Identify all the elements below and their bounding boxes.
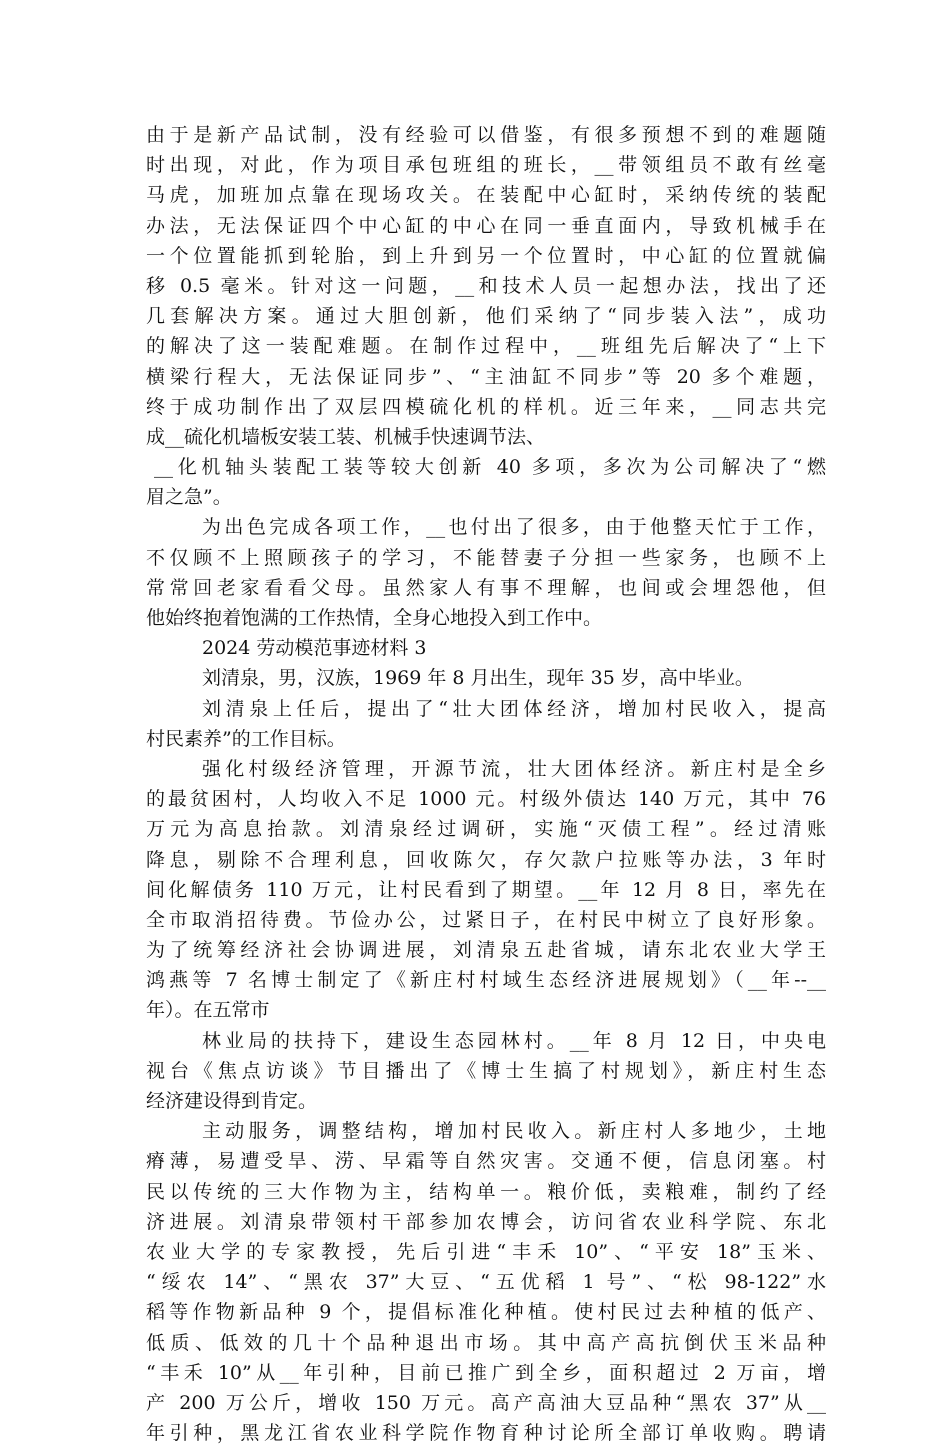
text-line: 常常回老家看看父母。虽然家人有事不理解，也间或会埋怨他，但 <box>146 576 826 599</box>
text-line: 几套解决方案。通过大胆创新，他们采纳了“同步装入法”，成功 <box>146 305 826 328</box>
text-line: 经济建设得到肯定。 <box>146 1090 318 1112</box>
text-line: 由于是新产品试制，没有经验可以借鉴，有很多预想不到的难题随 <box>146 124 826 146</box>
text-line: 间化解债务 110 万元，让村民看到了期望。__年 12 月 8 日，率先在 <box>146 878 826 901</box>
text-line: 马虎，加班加点靠在现场攻关。在装配中心缸时，采纳传统的装配 <box>146 184 826 207</box>
text-line: 产 200 万公斤，增收 150 万元。高产高油大豆品种“黑农 37”从__ <box>146 1391 826 1414</box>
text-line: 济进展。刘清泉带领村干部参加农博会，访问省农业科学院、东北 <box>146 1210 826 1233</box>
text-line: 成__硫化机墙板安装工装、机械手快速调节法、 <box>146 425 546 448</box>
text-line: “丰禾 10”从__年引种，目前已推广到全乡，面积超过 2 万亩，增 <box>146 1361 826 1384</box>
text-line: 鸿燕等 7 名博士制定了《新庄村村域生态经济进展规划》（__年--__ <box>146 969 826 992</box>
text-line: 横梁行程大，无法保证同步”、“主油缸不同步”等 20 多个难题， <box>146 365 826 388</box>
text-line: “绥农 14”、“黑农 37”大豆、“五优稻 1 号”、“松 98-122”水 <box>146 1271 826 1294</box>
text-line: 视台《焦点访谈》节目播出了《博士生搞了村规划》，新庄村生态 <box>146 1059 826 1082</box>
text-line: 为了统筹经济社会协调进展，刘清泉五赴省城，请东北农业大学王 <box>146 939 826 962</box>
text-line: 降息，剔除不合理利息，回收陈欠，存欠款户拉账等办法，3 年时 <box>146 848 826 871</box>
text-line: 一个位置能抓到轮胎，到上升到另一个位置时，中心缸的位置就偏 <box>146 244 826 267</box>
text-line: 稻等作物新品种 9 个，提倡标准化种植。使村民过去种植的低产、 <box>146 1301 826 1324</box>
text-line: 瘠薄，易遭受旱、涝、早霜等自然灾害。交通不便，信息闭塞。村 <box>146 1150 826 1173</box>
text-line: 全市取消招待费。节俭办公，过紧日子，在村民中树立了良好形象。 <box>146 908 826 931</box>
text-line: 民以传统的三大作物为主，结构单一。粮价低，卖粮难，制约了经 <box>146 1180 826 1203</box>
text-line: 村民素养”的工作目标。 <box>146 727 346 750</box>
paragraph-start-line: 刘清泉上任后，提出了“壮大团体经济，增加村民收入，提高 <box>202 697 826 720</box>
text-line: 办法，无法保证四个中心缸的中心在同一垂直面内，导致机械手在 <box>146 214 826 237</box>
text-line: 低质、低效的几十个品种退出市场。其中高产高抗倒伏玉米品种 <box>146 1331 826 1354</box>
paragraph-start-line: 林业局的扶持下，建设生态园林村。__年 8 月 12 日，中央电 <box>202 1029 826 1052</box>
text-line: 他始终抱着饱满的工作热情，全身心地投入到工作中。 <box>146 607 603 629</box>
text-line: 终于成功制作出了双层四模硫化机的样机。近三年来，__同志共完 <box>146 395 826 418</box>
text-line: 的解决了这一装配难题。在制作过程中，__班组先后解决了“上下 <box>146 335 826 358</box>
text-line: 农业大学的专家教授，先后引进“丰禾 10”、“平安 18”玉米、 <box>146 1240 826 1263</box>
paragraph-start-line: 主动服务，调整结构，增加村民收入。新庄村人多地少，土地 <box>202 1120 826 1143</box>
text-line: 时出现，对此，作为项目承包班组的班长，__带领组员不敢有丝毫 <box>146 154 826 177</box>
text-line: 不仅顾不上照顾孩子的学习，不能替妻子分担一些家务，也顾不上 <box>146 546 826 569</box>
paragraph-start-line: 强化村级经济管理，开源节流，壮大团体经济。新庄村是全乡 <box>202 757 826 780</box>
text-line: 移 0.5 毫米。针对这一问题，__和技术人员一起想办法，找出了还 <box>146 274 826 297</box>
text-line: __化机轴头装配工装等较大创新 40 多项，多次为公司解决了“燃 <box>154 456 826 479</box>
section-heading: 2024 劳动模范事迹材料 3 <box>202 637 427 660</box>
text-line: 眉之急”。 <box>146 486 232 509</box>
paragraph-start-line: 为出色完成各项工作，__也付出了很多，由于他整天忙于工作， <box>202 516 826 539</box>
text-line: 年引种，黑龙江省农业科学院作物育种讨论所全部订单收购。聘请 <box>146 1422 826 1445</box>
paragraph-start-line: 刘清泉，男，汉族，1969 年 8 月出生，现年 35 岁，高中毕业。 <box>202 667 754 690</box>
text-line: 的最贫困村，人均收入不足 1000 元。村级外债达 140 万元，其中 76 <box>146 788 826 811</box>
body-text <box>146 120 826 1448</box>
text-line: 万元为高息抬款。刘清泉经过调研，实施“灭债工程”。经过清账 <box>146 818 826 841</box>
text-line: 年）。在五常市 <box>146 999 270 1022</box>
